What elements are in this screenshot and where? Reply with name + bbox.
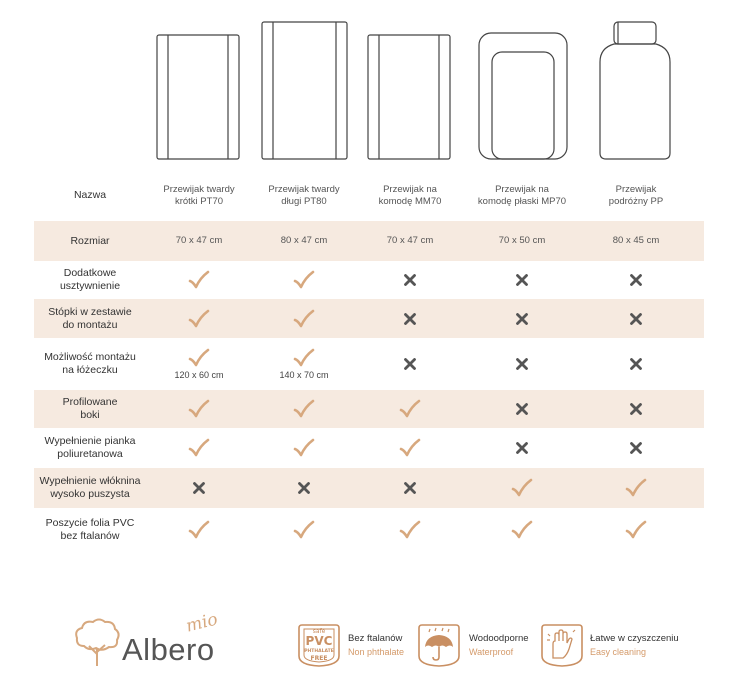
table-row-feature — [34, 299, 704, 338]
table-row-feature — [34, 428, 704, 468]
wipe-hand-icon — [539, 622, 585, 668]
feature-cell — [466, 390, 578, 428]
table-row-feature — [34, 508, 704, 552]
badge-waterproof-title: Wodoodporne — [469, 633, 529, 644]
cross-icon — [516, 274, 528, 286]
row-label-line1: Poszycie folia PVC — [45, 517, 135, 529]
feature-cell — [143, 299, 255, 338]
check-icon — [293, 520, 315, 540]
table-header-row — [34, 170, 704, 221]
feature-cell — [354, 468, 466, 508]
cross-icon — [630, 313, 642, 325]
table-row-feature — [34, 261, 704, 299]
row-label-line2: boki — [80, 409, 100, 421]
row-label-line2: poliuretanowa — [57, 448, 123, 460]
badge-phthalate-subtitle: Non phthalate — [348, 647, 405, 657]
size-value-text: 70 x 47 cm — [175, 235, 223, 246]
feature-cell — [354, 428, 466, 468]
row-label — [34, 189, 146, 202]
size-value — [248, 221, 360, 261]
feature-cell — [580, 261, 692, 299]
feature-cell — [580, 338, 692, 390]
column-header-line2: komodę MM70 — [378, 195, 442, 207]
table-row-feature — [34, 338, 704, 390]
table-row-size — [34, 221, 704, 261]
check-icon — [293, 270, 315, 290]
size-value-text: 70 x 50 cm — [498, 235, 546, 246]
feature-cell — [143, 468, 255, 508]
row-label-line1: Dodatkowe — [63, 267, 117, 279]
check-icon — [188, 520, 210, 540]
feature-cell-note: 120 x 60 cm — [174, 369, 224, 380]
size-value — [466, 221, 578, 261]
feature-cell — [248, 299, 360, 338]
pvc-icon-free: FREE — [310, 655, 328, 662]
cross-icon — [193, 482, 205, 494]
check-icon — [625, 520, 647, 540]
column-header-line2: podróżny PP — [608, 195, 664, 207]
check-icon — [625, 478, 647, 498]
brand-mio: mio — [184, 609, 220, 637]
row-label-line1: Możliwość montażu — [44, 351, 136, 363]
feature-cell — [466, 468, 578, 508]
sketch-mp70 — [479, 33, 567, 159]
cross-icon — [298, 482, 310, 494]
brand-name: Albero — [122, 632, 215, 667]
row-label — [34, 306, 146, 332]
feature-cell — [580, 428, 692, 468]
size-value — [354, 221, 466, 261]
column-header — [466, 170, 578, 221]
cross-icon — [404, 482, 416, 494]
row-label-line2: na łóżeczku — [62, 364, 118, 376]
feature-cell — [143, 428, 255, 468]
row-label-text: Rozmiar — [70, 234, 110, 247]
feature-cell — [143, 261, 255, 299]
row-label-line1: Wypełnienie pianka — [44, 435, 136, 447]
feature-cell — [354, 261, 466, 299]
check-icon — [293, 309, 315, 329]
feature-cell — [143, 390, 255, 428]
feature-cell — [248, 338, 360, 390]
badge-waterproof-subtitle: Waterproof — [469, 647, 514, 657]
table-row-feature — [34, 390, 704, 428]
column-header — [248, 170, 360, 221]
feature-cell-note: 140 x 70 cm — [279, 369, 329, 380]
cross-icon — [516, 403, 528, 415]
cross-icon — [630, 403, 642, 415]
check-icon — [188, 438, 210, 458]
row-label — [34, 235, 146, 248]
feature-cell — [580, 299, 692, 338]
column-header-line2: krótki PT70 — [174, 195, 224, 207]
feature-cell — [580, 390, 692, 428]
feature-cell — [466, 299, 578, 338]
check-icon — [188, 348, 210, 368]
row-label-line2: bez ftalanów — [60, 530, 120, 542]
column-header-line1: Przewijak twardy — [163, 183, 235, 195]
row-label-line2: usztywnienie — [59, 280, 121, 292]
row-label-text: Nazwa — [73, 189, 107, 201]
feature-cell — [143, 508, 255, 552]
row-label-line1: Profilowane — [62, 396, 118, 408]
cross-icon — [630, 358, 642, 370]
column-header-line2: komodę płaski MP70 — [477, 195, 567, 207]
cross-icon — [516, 442, 528, 454]
umbrella-icon — [416, 622, 462, 668]
feature-cell — [354, 390, 466, 428]
column-header-line1: Przewijak na — [383, 183, 437, 195]
check-icon — [188, 270, 210, 290]
cross-icon — [404, 358, 416, 370]
check-icon — [511, 478, 533, 498]
comparison-table — [34, 170, 704, 552]
size-value-text: 80 x 47 cm — [280, 235, 328, 246]
size-value — [143, 221, 255, 261]
row-label-line2: do montażu — [62, 318, 118, 331]
check-icon — [511, 520, 533, 540]
row-label — [34, 267, 146, 293]
feature-cell — [466, 508, 578, 552]
sketch-pp — [600, 22, 670, 159]
row-label-line2: wysoko puszysta — [50, 488, 130, 500]
column-header-line2: długi PT80 — [281, 195, 327, 207]
check-icon — [399, 399, 421, 419]
sketch-mm70 — [368, 35, 450, 159]
cross-icon — [630, 442, 642, 454]
cross-icon — [404, 313, 416, 325]
sketch-pt80 — [262, 22, 347, 159]
cross-icon — [516, 313, 528, 325]
check-icon — [293, 399, 315, 419]
check-icon — [293, 348, 315, 368]
size-value-text: 70 x 47 cm — [386, 235, 434, 246]
cross-icon — [404, 274, 416, 286]
badge-cleaning-title: Łatwe w czyszczeniu — [590, 633, 679, 644]
feature-cell — [248, 468, 360, 508]
row-label-line1: Stópki w zestawie — [48, 305, 132, 318]
row-label — [34, 351, 146, 377]
column-header-line1: Przewijak — [615, 183, 657, 195]
column-header — [354, 170, 466, 221]
feature-cell — [354, 338, 466, 390]
column-header — [580, 170, 692, 221]
product-sketches — [0, 0, 738, 170]
cross-icon — [516, 358, 528, 370]
row-label — [34, 435, 146, 461]
feature-cell — [354, 508, 466, 552]
row-label — [34, 396, 146, 422]
table-row-feature — [34, 468, 704, 508]
pvc-icon-top: safe — [312, 628, 326, 635]
feature-cell — [248, 508, 360, 552]
size-value-text: 80 x 45 cm — [612, 235, 660, 246]
badge-cleaning-subtitle: Easy cleaning — [590, 647, 647, 657]
check-icon — [188, 309, 210, 329]
cross-icon — [630, 274, 642, 286]
feature-cell — [143, 338, 255, 390]
pvc-icon-small: PHTHALATE — [304, 649, 334, 654]
check-icon — [293, 438, 315, 458]
tree-logo-icon — [74, 618, 120, 668]
sketch-pt70 — [157, 35, 239, 159]
check-icon — [399, 438, 421, 458]
pvc-icon-main: PVC — [305, 634, 333, 648]
feature-cell — [580, 468, 692, 508]
row-label — [34, 475, 146, 501]
check-icon — [188, 399, 210, 419]
feature-cell — [580, 508, 692, 552]
feature-cell — [248, 428, 360, 468]
check-icon — [399, 520, 421, 540]
column-header — [143, 170, 255, 221]
row-label — [34, 517, 146, 543]
feature-cell — [466, 261, 578, 299]
feature-cell — [466, 428, 578, 468]
row-label-line1: Wypełnienie włóknina — [39, 475, 141, 487]
column-header-line1: Przewijak na — [495, 183, 549, 195]
feature-cell — [248, 390, 360, 428]
feature-cell — [248, 261, 360, 299]
badge-phthalate-title: Bez ftalanów — [348, 633, 403, 644]
feature-cell — [354, 299, 466, 338]
column-header-line1: Przewijak twardy — [268, 183, 340, 195]
feature-cell — [466, 338, 578, 390]
size-value — [580, 221, 692, 261]
